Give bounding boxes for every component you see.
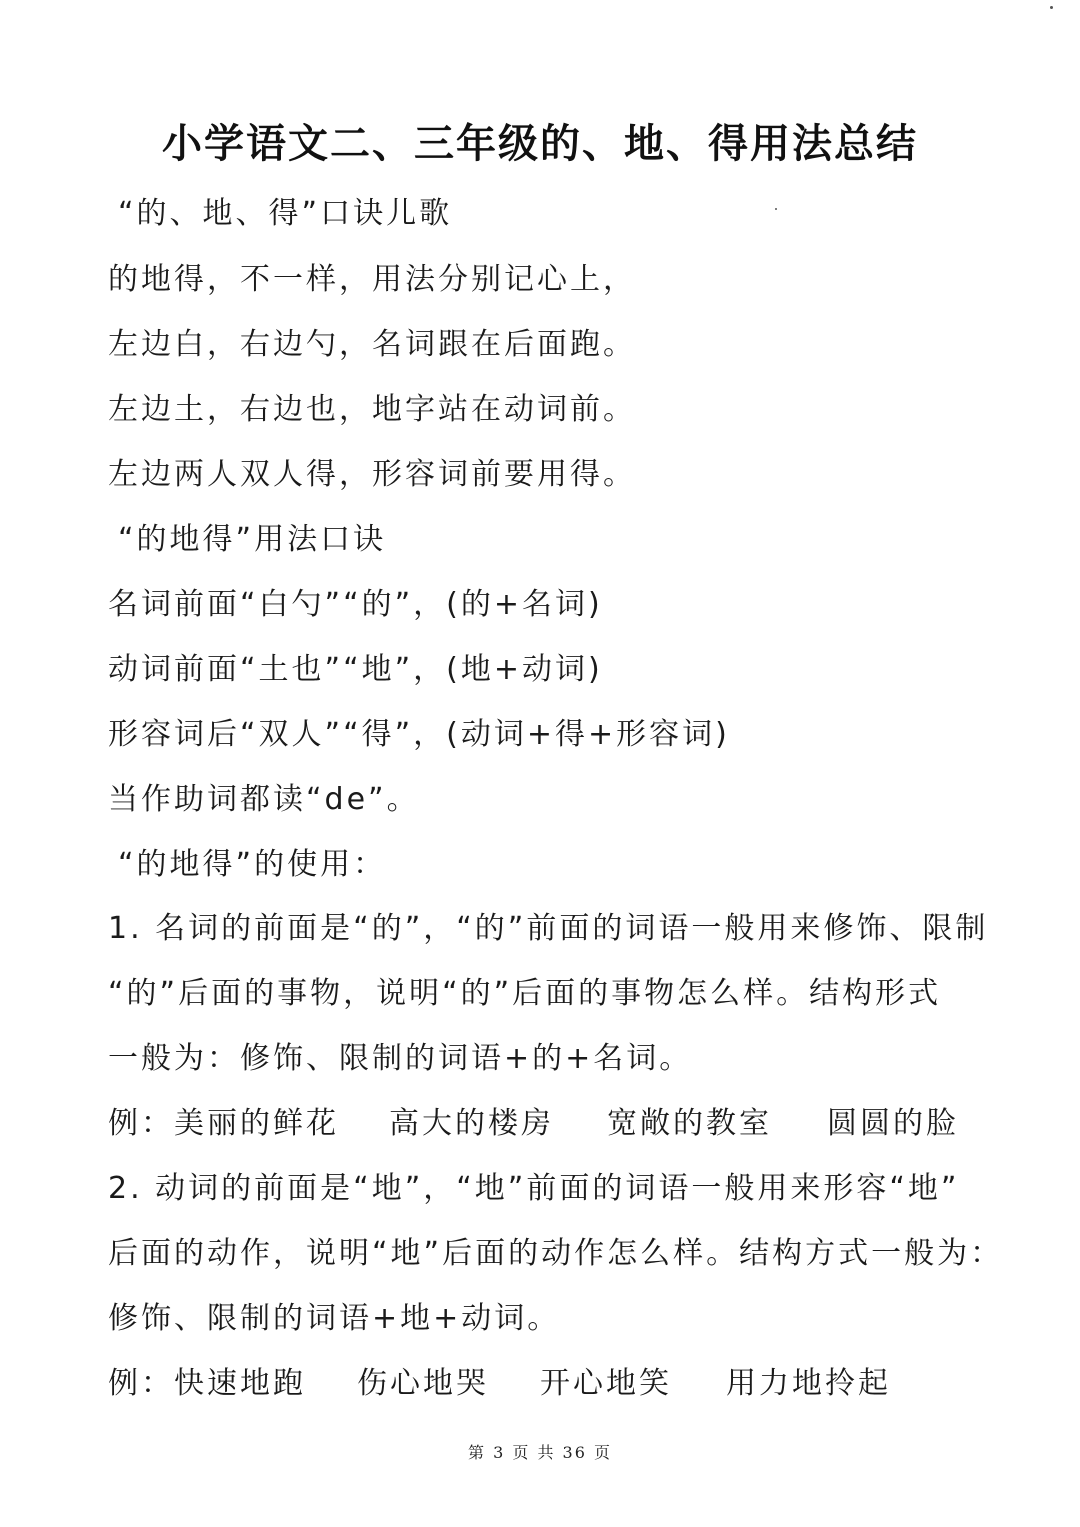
rhyme-line: 的地得，不一样，用法分别记心上， bbox=[108, 262, 636, 297]
formula-line: 动词前面“土也”“地”，(地+动词) bbox=[108, 652, 603, 687]
example-item: 圆圆的脸 bbox=[827, 1106, 959, 1141]
formula-line: 形容词后“双人”“得”，(动词+得+形容词) bbox=[108, 717, 730, 752]
example-item: 美丽的鲜花 bbox=[174, 1106, 339, 1141]
example-item: 高大的楼房 bbox=[389, 1106, 554, 1141]
scan-speck bbox=[1050, 6, 1053, 9]
usage-paragraph-line: 修饰、限制的词语+地+动词。 bbox=[108, 1301, 561, 1336]
usage-paragraph-line: “的”后面的事物，说明“的”后面的事物怎么样。结构形式 bbox=[108, 976, 942, 1011]
formula-heading: “的地得”用法口诀 bbox=[118, 522, 387, 557]
formula-line: 名词前面“白勺”“的”，(的+名词) bbox=[108, 587, 603, 622]
usage-paragraph-line: 2. 动词的前面是“地”，“地”前面的词语一般用来形容“地” bbox=[108, 1171, 960, 1206]
example-row bbox=[108, 1098, 959, 1142]
example-item: 用力地拎起 bbox=[726, 1366, 891, 1401]
usage-paragraph-line: 后面的动作，说明“地”后面的动作怎么样。结构方式一般为： bbox=[108, 1236, 1004, 1271]
formula-line: 当作助词都读“de”。 bbox=[108, 782, 420, 817]
example-item: 快速地跑 bbox=[174, 1366, 306, 1401]
example-item: 宽敞的教室 bbox=[607, 1106, 772, 1141]
example-item: 伤心地哭 bbox=[357, 1366, 489, 1401]
scan-speck bbox=[775, 208, 777, 210]
page-title: 小学语文二、三年级的、地、得用法总结 bbox=[162, 120, 918, 167]
page-footer: 第 3 页 共 36 页 bbox=[468, 1443, 612, 1462]
rhyme-line: 左边土，右边也，地字站在动词前。 bbox=[108, 392, 636, 427]
example-label: 例： bbox=[108, 1106, 174, 1141]
rhyme-line: 左边白，右边勺，名词跟在后面跑。 bbox=[108, 327, 636, 362]
usage-heading: “的地得”的使用： bbox=[118, 847, 387, 882]
example-item: 开心地笑 bbox=[540, 1366, 672, 1401]
example-row bbox=[108, 1358, 891, 1402]
rhyme-line: 左边两人双人得，形容词前要用得。 bbox=[108, 457, 636, 492]
usage-paragraph-line: 一般为：修饰、限制的词语+的+名词。 bbox=[108, 1041, 693, 1076]
usage-paragraph-line: 1. 名词的前面是“的”，“的”前面的词语一般用来修饰、限制 bbox=[108, 911, 989, 946]
example-label: 例： bbox=[108, 1366, 174, 1401]
rhyme-heading: “的、地、得”口诀儿歌 bbox=[118, 196, 453, 231]
